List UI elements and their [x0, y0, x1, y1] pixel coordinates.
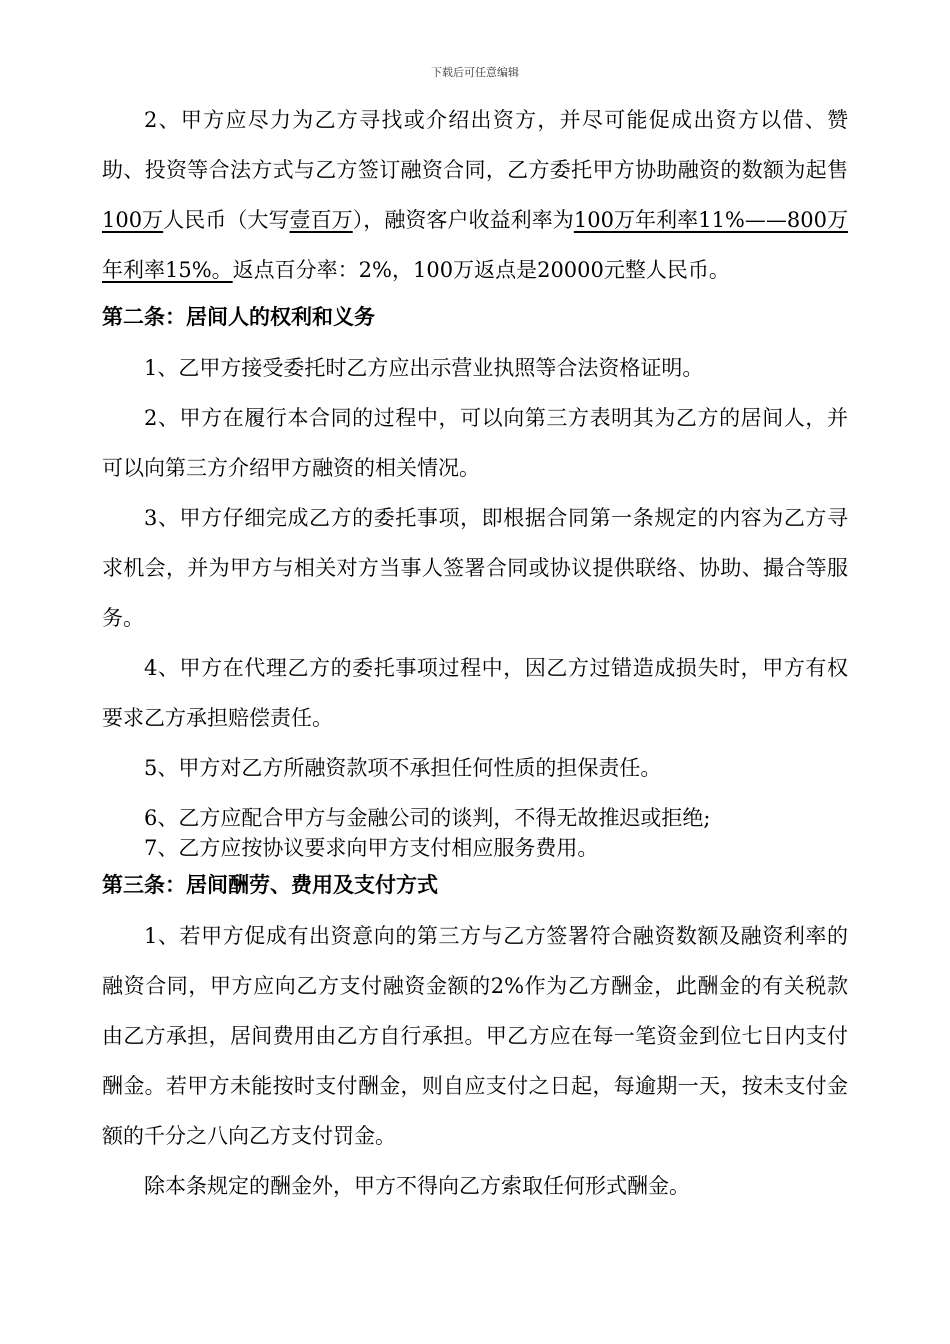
paragraph-text: 人民币（大写 [163, 208, 290, 232]
paragraph-text: 返点百分率：2%，100万返点是20000元整人民币。 [232, 258, 730, 282]
clause-item: 4、甲方在代理乙方的委托事项过程中，因乙方过错造成损失时，甲方有权要求乙方承担赔偿责任。 [102, 656, 848, 730]
clause-item: 7、乙方应按协议要求向甲方支付相应服务费用。 [144, 836, 599, 860]
clause-item: 除本条规定的酬金外，甲方不得向乙方索取任何形式酬金。 [144, 1174, 690, 1198]
section-heading: 第三条：居间酬劳、费用及支付方式 [102, 873, 438, 897]
document-body [102, 95, 848, 1211]
underlined-amount: 100万 [102, 208, 164, 232]
header-note: 下载后可任意编辑 [431, 66, 519, 79]
clause-item: 6、乙方应配合甲方与金融公司的谈判，不得无故推迟或拒绝; [144, 806, 711, 830]
paragraph-text: ），融资客户收益利率为 [352, 208, 574, 232]
clause-paragraph [102, 95, 848, 295]
clause-item: 1、乙甲方接受委托时乙方应出示营业执照等合法资格证明。 [144, 356, 704, 380]
clause-item: 1、若甲方促成有出资意向的第三方与乙方签署符合融资数额及融资利率的融资合同，甲方应向乙方支付融资金额的2%作为乙方酬金，此酬金的有关税款由乙方承担，居间费用由乙方自行承担。甲乙方应在每一笔资金到位七日内支付酬金。若甲方未能按时支付酬金，则自应支付之日起，每逾期一天，按未支付金额的千分之八向乙方支付罚金。 [102, 924, 848, 1148]
paragraph-text: 2、甲方应尽力为乙方寻找或介绍出资方，并尽可能促成出资方以借、赞助、投资等合法方式与乙方签订融资合同，乙方委托甲方协助融资的数额为起售 [102, 108, 848, 182]
underlined-amount-uppercase: 壹百万 [289, 208, 353, 232]
clause-item: 2、甲方在履行本合同的过程中，可以向第三方表明其为乙方的居间人，并可以向第三方介绍甲方融资的相关情况。 [102, 406, 848, 480]
underlined-interest-rate: 100万年利率11%——800万年利率15%。 [102, 208, 849, 282]
section-heading: 第二条：居间人的权利和义务 [102, 305, 375, 329]
clause-item: 5、甲方对乙方所融资款项不承担任何性质的担保责任。 [144, 756, 662, 780]
clause-item: 3、甲方仔细完成乙方的委托事项，即根据合同第一条规定的内容为乙方寻求机会，并为甲方与相关对方当事人签署合同或协议提供联络、协助、撮合等服务。 [102, 506, 848, 630]
